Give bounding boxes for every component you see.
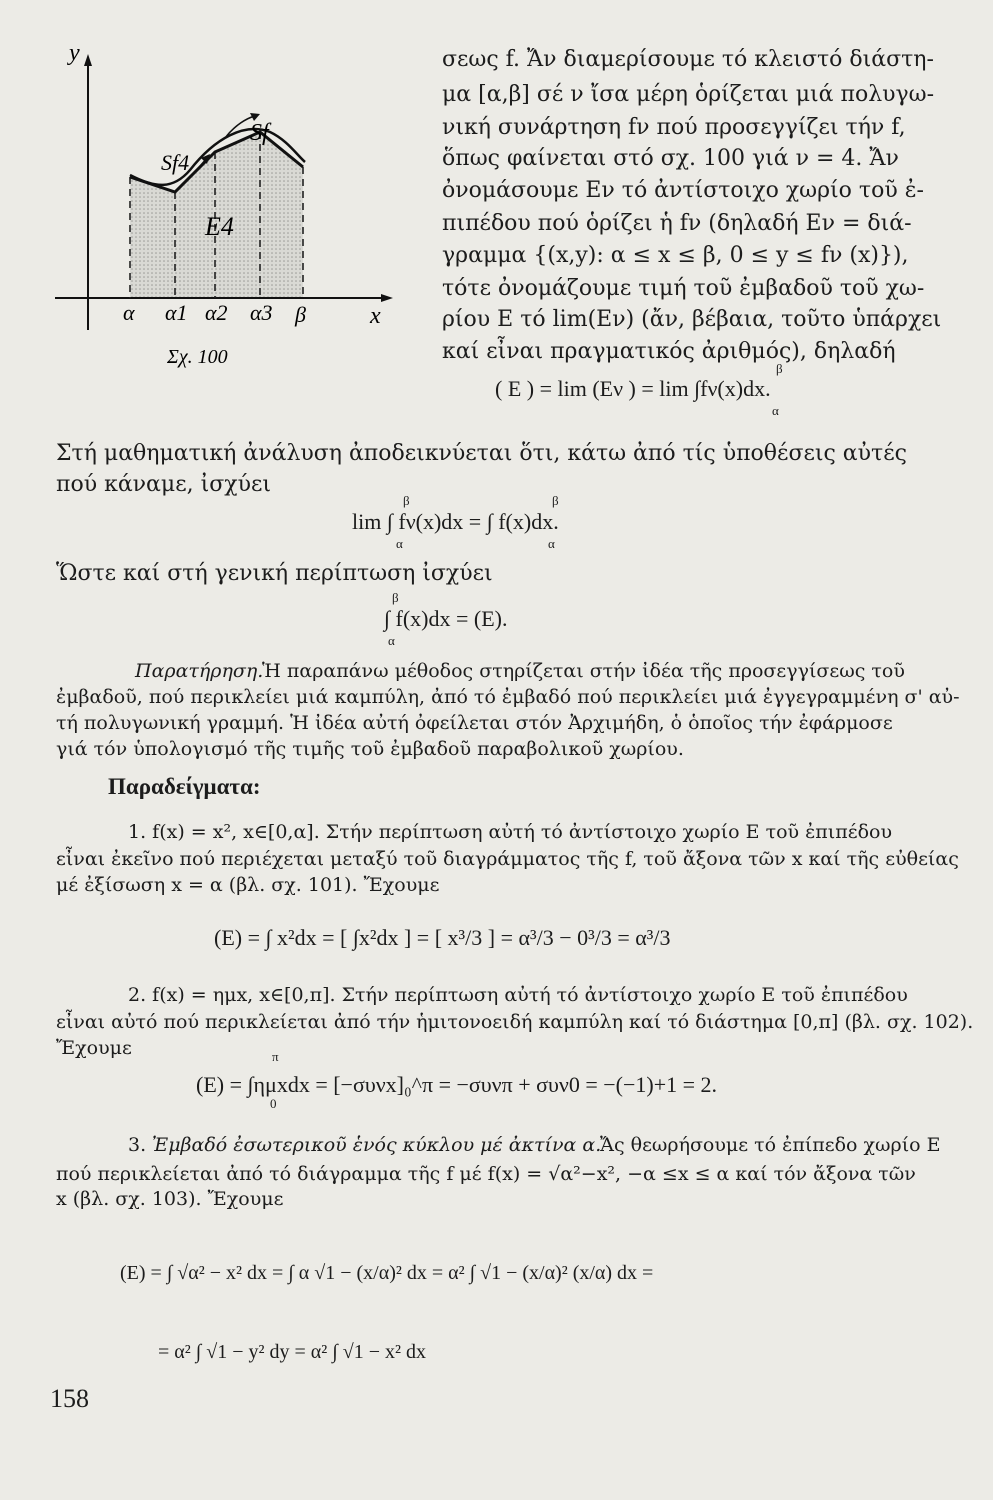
tick-label-4: β [295, 302, 306, 327]
ex3-equation-1: (Ε) = ∫ √α² − x² dx = ∫ α √1 − (x/α)² dx = α² ∫ √1 − (x/α)² (x/α) dx = [120, 1262, 654, 1284]
ex3-title-rest: Ἄς θεωρήσουμε τό ἐπίπεδο χωρίο Ε [600, 1134, 941, 1156]
label-e4: E4 [205, 212, 234, 241]
equation-2: lim ∫ fν(x)dx = ∫ f(x)dx. [352, 509, 559, 534]
ex3-line-2: x (βλ. σχ. 103). Ἔχουμε [56, 1188, 284, 1210]
page-number: 158 [50, 1384, 89, 1413]
ex3-line-1: πού περικλείεται ἀπό τό διάγραμμα τῆς f μέ f(x) = √α²−x², −α ≤x ≤ α καί τόν ἄξονα τῶν [56, 1163, 916, 1185]
figure-100 [55, 40, 400, 368]
intro-line-8: τότε ὀνομάζουμε τιμή τοῦ ἐμβαδοῦ τοῦ χω- [442, 276, 925, 301]
intro-line-5: ὀνομάσουμε Εν τό ἀντίστοιχο χωρίο τοῦ ἐ- [442, 178, 924, 203]
eq1-upper-limit: β [776, 361, 783, 376]
ex3-number: 3. [128, 1134, 147, 1156]
remark-label: Παρατήρηση. [135, 660, 264, 682]
label-sf4: Sf4 [161, 150, 190, 175]
eq2-limit-4: α [548, 536, 555, 551]
figure-caption: Σχ. 100 [167, 346, 228, 368]
axis-y-label: y [69, 40, 80, 66]
intro-line-10: καί εἶναι πραγματικός ἀριθμός), δηλαδή [442, 339, 896, 364]
ex2-equation: (Ε) = ∫ημxdx = [−συνx]₀^π = −συνπ + συν0 = −(−1)+1 = 2. [196, 1072, 718, 1097]
ex1-line-2: εἶναι ἐκεῖνο πού περιέχεται μεταξύ τοῦ διαγράμματος τῆς f, τοῦ ἄξονα τῶν x καί τῆς εὐθείας [56, 848, 959, 870]
axis-x-label: x [370, 303, 381, 329]
eq2-limit-2: α [396, 536, 403, 551]
intro-line-2: μα [α,β] σέ ν ἴσα μέρη ὁρίζεται μιά πολυγω- [442, 82, 935, 107]
examples-heading: Παραδείγματα: [108, 774, 261, 799]
ex2-line-3: Ἔχουμε [56, 1037, 132, 1059]
intro-line-1: σεως f. Ἄν διαμερίσουμε τό κλειστό διάστη- [442, 47, 934, 72]
y-axis-arrow [84, 54, 92, 66]
tick-label-0: α [123, 300, 135, 325]
intro-line-3: νική συνάρτηση fν πού προσεγγίζει τήν f, [442, 115, 906, 140]
eq3-upper-limit: β [392, 590, 399, 605]
remark-line-3: τή πολυγωνική γραμμή. Ἡ ἰδέα αὐτή ὀφείλεται στόν Ἀρχιμήδη, ὁ ὁποῖος τήν ἐφάρμοσε [56, 712, 893, 734]
intro-line-6: πιπέδου πού ὁρίζει ἡ fν (δηλαδή Εν = διά- [442, 211, 912, 236]
intro-line-7: γραμμα {(x,y): α ≤ x ≤ β, 0 ≤ y ≤ fν (x)}), [442, 243, 909, 268]
ex3-title: Ἐμβαδό ἐσωτερικοῦ ἑνός κύκλου μέ ἀκτίνα α. [152, 1134, 602, 1156]
ex2-line-1: 2. f(x) = ημx, x∈[0,π]. Στήν περίπτωση αὐτή τό ἀντίστοιχο χωρίο Ε τοῦ ἐπιπέδου [128, 984, 908, 1006]
intro-line-9: ρίου Ε τό lim(Εν) (ἄν, βέβαια, τοῦτο ὑπάρχει [442, 307, 942, 332]
intro-line-4: ὅπως φαίνεται στό σχ. 100 γιά ν = 4. Ἄν [442, 146, 899, 171]
tick-label-1: α1 [165, 300, 188, 325]
analysis-line-2: πού κάναμε, ἰσχύει [56, 472, 271, 497]
tick-label-3: α3 [250, 300, 273, 325]
ex2-line-2: εἶναι αὐτό πού περικλείεται ἀπό τήν ἡμιτονοειδή καμπύλη καί τό διάστημα [0,π] (βλ. σχ. 102). [56, 1011, 974, 1033]
eq1-lower-limit: α [772, 403, 779, 418]
analysis-line-1: Στή μαθηματική ἀνάλυση ἀποδεικνύεται ὅτι, κάτω ἀπό τίς ὑποθέσεις αὐτές [56, 441, 907, 466]
eq2-limit-3: β [552, 493, 559, 508]
ex1-line-1: 1. f(x) = x², x∈[0,α]. Στήν περίπτωση αὐτή τό ἀντίστοιχο χωρίο Ε τοῦ ἐπιπέδου [128, 821, 892, 843]
eq2-limit-1: β [403, 493, 410, 508]
ex1-line-3: μέ ἐξίσωση x = α (βλ. σχ. 101). Ἔχουμε [56, 874, 440, 896]
equation-3: ∫ f(x)dx = (Ε). [384, 606, 508, 631]
ex1-equation: (Ε) = ∫ x²dx = [ ∫x²dx ] = [ x³/3 ] = α³/3 − 0³/3 = α³/3 [214, 925, 671, 950]
tick-label-2: α2 [205, 300, 228, 325]
ex3-equation-2: = α² ∫ √1 − y² dy = α² ∫ √1 − x² dx [158, 1341, 426, 1363]
remark-line-2: ἐμβαδοῦ, πού περικλείει μιά καμπύλη, ἀπό τό ἐμβαδό πού περικλείει μιά ἐγγεγραμμένη σ' αὐ- [56, 686, 960, 708]
equation-1: ( Ε ) = lim (Εν ) = lim ∫fν(x)dx. [495, 376, 771, 401]
label-sf: Sf [250, 120, 269, 146]
ex2-upper-limit: π [272, 1049, 279, 1064]
eq3-lower-limit: α [388, 633, 395, 648]
x-axis-arrow [381, 294, 393, 302]
ex2-lower-limit: 0 [270, 1096, 277, 1111]
remark-line-1: Ἡ παραπάνω μέθοδος στηρίζεται στήν ἰδέα τῆς προσεγγίσεως τοῦ [262, 660, 905, 682]
general-case-line: Ὥστε καί στή γενική περίπτωση ἰσχύει [56, 561, 493, 586]
remark-line-4: γιά τόν ὑπολογισμό τῆς τιμῆς τοῦ ἐμβαδοῦ παραβολικοῦ χωρίου. [56, 738, 684, 760]
